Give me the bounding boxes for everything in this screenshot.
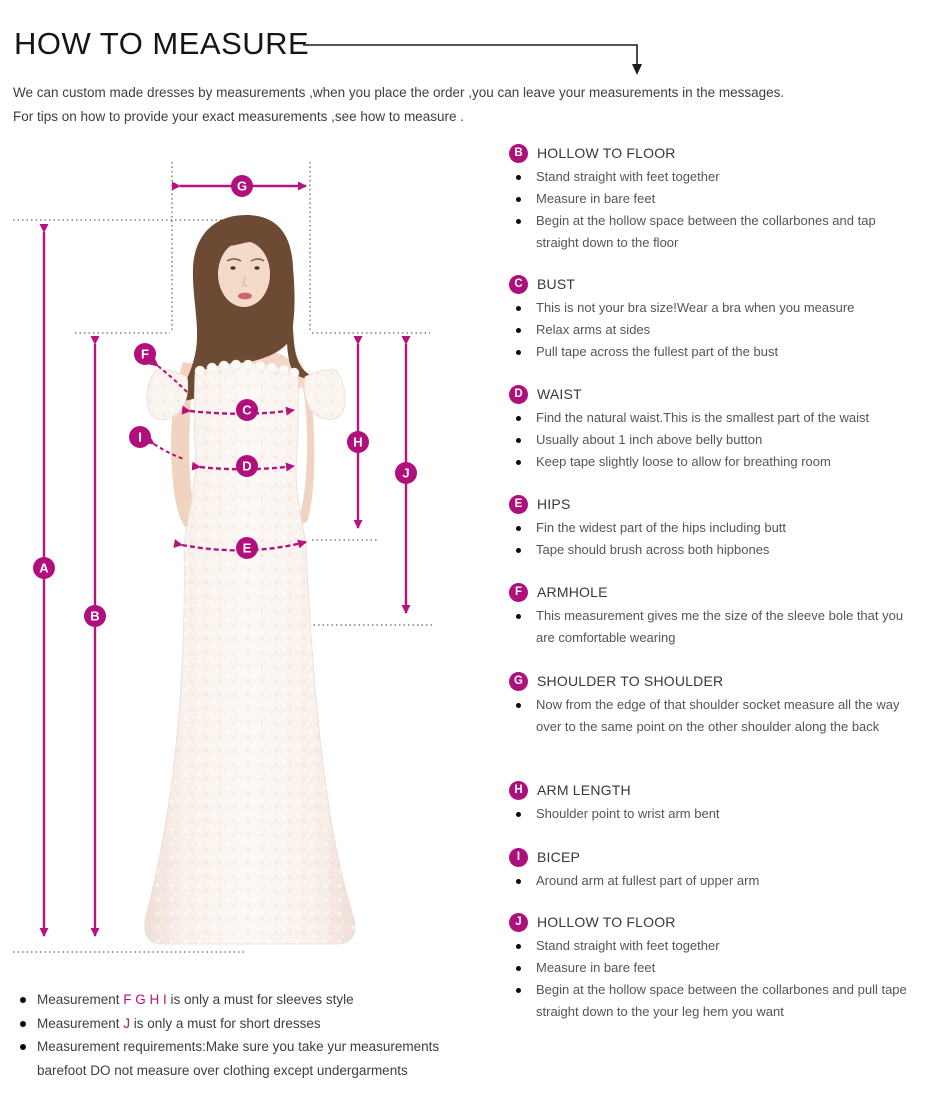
lips [238, 293, 252, 300]
bullet-item: Begin at the hollow space between the collarbones and pull tape straight down to the your leg hem you want [509, 979, 907, 1023]
figure-label-G [231, 175, 253, 197]
bullet-item: Measure in bare feet [509, 957, 907, 979]
section-badge-j: J [509, 913, 528, 932]
svg-text:H: H [353, 434, 363, 450]
figure-label-H [347, 431, 369, 453]
svg-text:D: D [242, 458, 252, 474]
bullet-item: Around arm at fullest part of upper arm [509, 870, 907, 892]
section-badge-d: D [509, 385, 528, 404]
page-title: HOW TO MEASURE [14, 26, 310, 61]
section-title: WAIST [537, 386, 582, 402]
section-hollow-to-floor-j [509, 912, 925, 1023]
figure-label-I [129, 426, 151, 448]
bullet-item: This is not your bra size!Wear a bra when you measure [509, 297, 907, 319]
note-text: Measurement requirements:Make sure you take yur measurements barefoot DO not measure over clothing except undergarments [37, 1039, 440, 1078]
bullet-item: Begin at the hollow space between the collarbones and tap straight down to the floor [509, 210, 907, 254]
bullet-item: Tape should brush across both hipbones [509, 539, 907, 561]
figure-label-F [134, 343, 156, 365]
section-hips [509, 494, 925, 561]
svg-text:B: B [90, 608, 100, 624]
section-arm-length [509, 780, 925, 825]
section-title: HIPS [537, 496, 571, 512]
bullet-item: Fin the widest part of the hips including butt [509, 517, 907, 539]
bullet-item: Relax arms at sides [509, 319, 907, 341]
figure-label-J [395, 462, 417, 484]
section-title: HOLLOW TO FLOOR [537, 914, 676, 930]
bullet-item: Find the natural waist.This is the smallest part of the waist [509, 407, 907, 429]
svg-text:A: A [39, 560, 49, 576]
figure-label-E [236, 537, 258, 559]
figure-label-B [84, 605, 106, 627]
note-text: is only a must for short dresses [130, 1015, 321, 1031]
svg-text:J: J [402, 465, 410, 481]
measurement-notes [20, 988, 480, 1082]
bullet-item: Stand straight with feet together [509, 166, 907, 188]
section-bust [509, 274, 925, 363]
intro-paragraph [13, 81, 913, 129]
section-title: SHOULDER TO SHOULDER [537, 673, 724, 689]
section-title: HOLLOW TO FLOOR [537, 145, 676, 161]
bullet-item: Pull tape across the fullest part of the bust [509, 341, 907, 363]
section-badge-h: H [509, 781, 528, 800]
section-badge-c: C [509, 275, 528, 294]
figure-label-A [33, 557, 55, 579]
svg-text:C: C [242, 402, 252, 418]
section-badge-e: E [509, 495, 528, 514]
section-title: BICEP [537, 849, 581, 865]
svg-text:I: I [138, 429, 142, 445]
bullet-item: Stand straight with feet together [509, 935, 907, 957]
note-text: Measurement [37, 1015, 124, 1031]
arrow-down-icon [632, 64, 642, 75]
section-bicep [509, 847, 925, 892]
model-figure [145, 215, 355, 944]
note-text: Measurement [37, 992, 124, 1007]
intro-line-1: We can custom made dresses by measurements ,when you place the order ,you can leave your measurements in the messages. [13, 85, 785, 100]
bullet-item: Measure in bare feet [509, 188, 907, 210]
svg-text:G: G [236, 178, 248, 194]
note-highlight-letters: J [123, 1015, 131, 1031]
note-requirements [20, 1035, 480, 1082]
bullet-item: Now from the edge of that shoulder socket measure all the way over to the same point on the other shoulder along the back [509, 694, 907, 738]
section-title: ARMHOLE [537, 584, 608, 600]
note-sleeves-style [20, 988, 480, 1012]
bullet-item: Keep tape slightly loose to allow for breathing room [509, 451, 907, 473]
intro-line-2: For tips on how to provide your exact measurements ,see how to measure . [13, 109, 464, 124]
svg-text:F: F [141, 346, 149, 362]
bullet-item: Usually about 1 inch above belly button [509, 429, 907, 451]
section-hollow-to-floor-b [509, 143, 925, 254]
section-title: BUST [537, 276, 576, 292]
figure-label-C [236, 399, 258, 421]
note-highlight-letters: F G H I [123, 992, 167, 1007]
measurement-diagram [0, 140, 470, 960]
bullet-item: Shoulder point to wrist arm bent [509, 803, 907, 825]
note-text: is only a must for sleeves style [166, 992, 354, 1007]
section-badge-f: F [509, 583, 528, 602]
section-title: ARM LENGTH [537, 782, 631, 798]
bullet-item: This measurement gives me the size of the sleeve bole that you are comfortable wearing [509, 605, 907, 649]
section-armhole [509, 582, 925, 649]
section-badge-g: G [509, 672, 528, 691]
section-waist [509, 384, 925, 473]
section-shoulder-to-shoulder [509, 671, 925, 738]
svg-text:E: E [242, 540, 252, 556]
section-badge-i: I [509, 848, 528, 867]
section-badge-b: B [509, 144, 528, 163]
note-short-dresses [20, 1012, 480, 1036]
figure-label-D [236, 455, 258, 477]
